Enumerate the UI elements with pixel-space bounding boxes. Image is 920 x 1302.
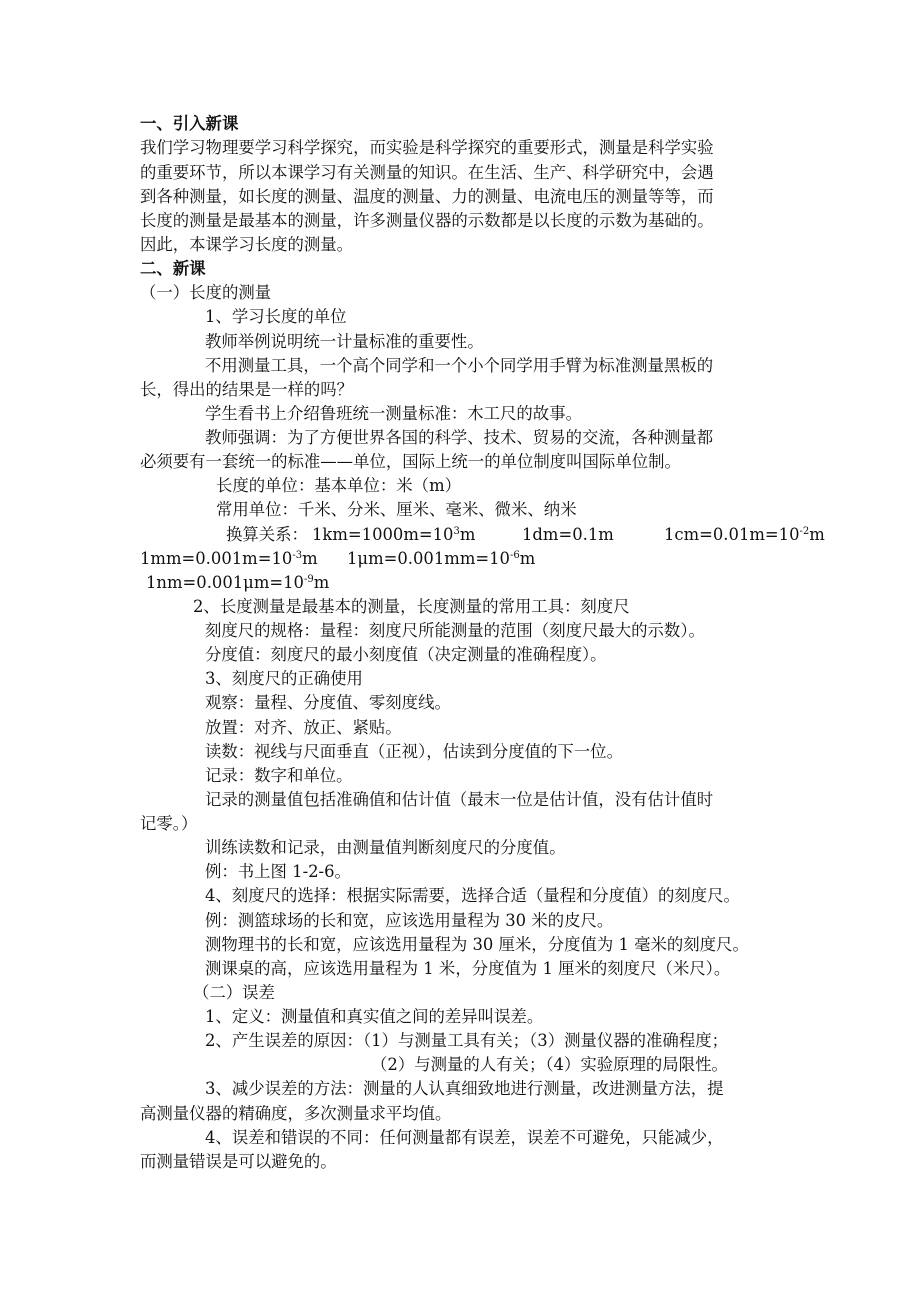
conversion-nm: $1nm=0.001\mu m=10^{-9}m$ xyxy=(146,573,330,592)
item2-line: 分度值：刻度尺的最小刻度值（决定测量的准确程度）。 xyxy=(205,645,607,664)
error-vs-mistake: 而测量错误是可以避免的。 xyxy=(140,1152,337,1171)
newlesson-heading: 二、新课 xyxy=(140,259,206,278)
intro-line: 我们学习物理要学习科学探究，而实验是科学探究的重要形式，测量是科学实验 xyxy=(140,138,714,157)
error-definition: 1、定义：测量值和真实值之间的差异叫误差。 xyxy=(205,1007,544,1026)
item3-example: 例：书上图 1-2-6。 xyxy=(205,862,351,881)
error-reduce: 高测量仪器的精确度，多次测量求平均值。 xyxy=(140,1104,452,1123)
conversion-dm: 1dm=0.1m xyxy=(522,525,614,544)
unit-basic: 长度的单位：基本单位：米（m） xyxy=(216,476,462,495)
item1-line: 不用测量工具，一个高个同学和一个小个同学用手臂为标准测量黑板的 xyxy=(205,356,714,375)
item3-title: 3、刻度尺的正确使用 xyxy=(205,669,363,688)
item3-observe: 观察：量程、分度值、零刻度线。 xyxy=(205,693,451,712)
error-reduce: 3、减少误差的方法：测量的人认真细致地进行测量，改进测量方法，提 xyxy=(205,1079,724,1098)
item4-example: 测课桌的高，应该选用量程为 1 米，分度值为 1 厘米的刻度尺（米尺）。 xyxy=(205,959,731,978)
section-title-error: （二）误差 xyxy=(193,983,275,1002)
error-causes: （2）与测量的人有关；（4）实验原理的局限性。 xyxy=(371,1055,728,1074)
intro-line: 长度的测量是最基本的测量，许多测量仪器的示数都是以长度的示数为基础的。 xyxy=(140,211,714,230)
item1-line: 学生看书上介绍鲁班统一测量标准：木工尺的故事。 xyxy=(205,404,582,423)
item1-line: 必须要有一套统一的标准——单位，国际上统一的单位制度叫国际单位制。 xyxy=(140,452,681,471)
item4-title: 4、刻度尺的选择：根据实际需要，选择合适（量程和分度值）的刻度尺。 xyxy=(205,886,740,905)
item3-note: 记零。） xyxy=(140,814,198,833)
item1-line: 教师强调：为了方便世界各国的科学、技术、贸易的交流，各种测量都 xyxy=(205,428,714,447)
conversion-mm: $1mm=0.001m=10^{-3}m$ xyxy=(140,549,318,568)
item1-title: 1、学习长度的单位 xyxy=(205,307,347,326)
item3-record: 记录：数字和单位。 xyxy=(205,766,353,785)
error-vs-mistake: 4、误差和错误的不同：任何测量都有误差，误差不可避免，只能减少， xyxy=(205,1128,724,1147)
conversion-cm: $1cm=0.01m=10^{-2}m$ xyxy=(664,525,825,544)
item2-title: 2、长度测量是最基本的测量，长度测量的常用工具：刻度尺 xyxy=(193,597,630,616)
conversion-um: $1\mu m=0.001mm=10^{-6}m$ xyxy=(347,549,536,568)
item3-place: 放置：对齐、放正、紧贴。 xyxy=(205,718,402,737)
item4-example: 例：测篮球场的长和宽，应该选用量程为 30 米的皮尺。 xyxy=(205,911,614,930)
intro-heading: 一、引入新课 xyxy=(140,114,239,133)
item1-line: 教师举例说明统一计量标准的重要性。 xyxy=(205,332,484,351)
conversion-km: $1km=1000m=10^3m$ xyxy=(312,525,476,544)
unit-common: 常用单位：千米、分米、厘米、毫米、微米、纳米 xyxy=(216,500,577,519)
error-causes: 2、产生误差的原因：（1）与测量工具有关；（3）测量仪器的准确程度； xyxy=(205,1031,728,1050)
intro-line: 的重要环节，所以本课学习有关测量的知识。在生活、生产、科学研究中，会遇 xyxy=(140,163,714,182)
section-title-length: （一）长度的测量 xyxy=(140,283,272,302)
intro-line: 到各种测量，如长度的测量、温度的测量、力的测量、电流电压的测量等等，而 xyxy=(140,187,714,206)
item3-read: 读数：视线与尺面垂直（正视），估读到分度值的下一位。 xyxy=(205,742,623,761)
item1-line: 长，得出的结果是一样的吗？ xyxy=(140,380,354,399)
item3-note: 记录的测量值包括准确值和估计值（最末一位是估计值，没有估计值时 xyxy=(205,790,714,809)
item3-train: 训练读数和记录，由测量值判断刻度尺的分度值。 xyxy=(205,838,566,857)
item2-line: 刻度尺的规格：量程：刻度尺所能测量的范围（刻度尺最大的示数）。 xyxy=(205,621,705,640)
intro-line: 因此，本课学习长度的测量。 xyxy=(140,235,354,254)
item4-example: 测物理书的长和宽，应该选用量程为 30 厘米，分度值为 1 毫米的刻度尺。 xyxy=(205,935,749,954)
conversion-label: 换算关系： xyxy=(226,525,308,544)
